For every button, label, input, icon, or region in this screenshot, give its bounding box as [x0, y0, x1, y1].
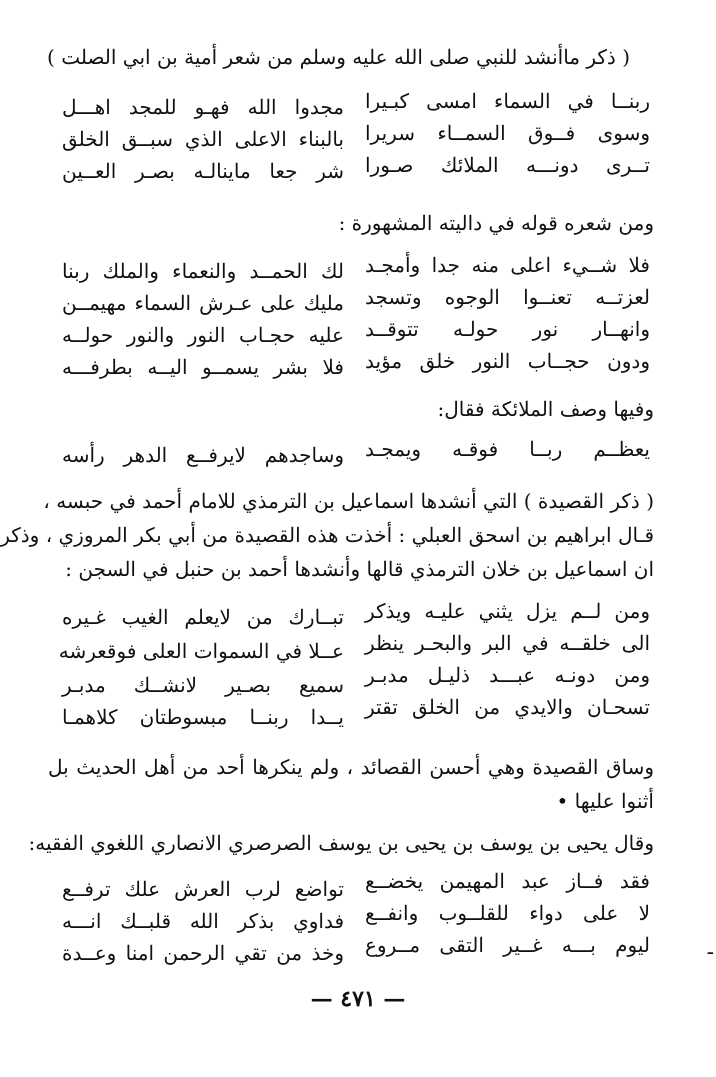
- verse-2-1-first: لك الحمــد والنعماء والملك ربنا: [62, 259, 344, 283]
- verse-4-1-second: ومن لــم يزل يثني عليـه ويذكر: [365, 599, 650, 623]
- prose-qasida-line-3: ان اسماعيل بن خلان الترمذي قالها وأنشدها أحمد بن حنبل في السجن :: [65, 557, 654, 581]
- verse-4-3-first: سميع بصـير لانشــك مدبـر: [62, 673, 344, 697]
- verse-2-1-second: فلا شــيء اعلى منه جدا وأمجـد: [365, 253, 650, 277]
- margin-mark: -: [706, 940, 714, 965]
- verse-5-1-first: تواضع لرب العرش علك ترفــع: [62, 877, 344, 901]
- verse-1-3-second: تــرى دونـــه الملائك صـورا: [365, 153, 650, 177]
- verse-4-4-first: يــدا ربنــا مبسوطتان كلاهمـا: [62, 705, 344, 729]
- verse-2-3-second: وانهــار نور حولـه تتوقــد: [365, 317, 650, 341]
- verse-4-4-second: تسحـان والايدي من الخلق تقتر: [365, 695, 650, 719]
- verse-1-3-first: شر جعا ماينالـه بصـر العــين: [62, 159, 344, 183]
- section-heading-umayya: ( ذكر ماأنشد للنبي صلى الله عليه وسلم من شعر أمية بن ابي الصلت ): [47, 45, 630, 69]
- verse-3-1-second: يعظــم ربــا فوقـه ويمجـد: [365, 437, 650, 461]
- intro-angels: وفيها وصف الملائكة فقال:: [437, 397, 654, 421]
- verse-1-2-first: بالبناء الاعلى الذي سبــق الخلق: [62, 127, 344, 151]
- intro-daliyya: ومن شعره قوله في داليته المشهورة :: [338, 211, 654, 235]
- verse-3-1-first: وساجدهم لايرفــع الدهر رأسه: [62, 443, 344, 467]
- verse-2-4-first: فلا بشر يسمــو اليــه بطرفـــه: [62, 355, 344, 379]
- verse-1-1-first: مجدوا الله فهـو للمجد اهـــل: [62, 95, 344, 119]
- prose-qasida-line-1: ( ذكر القصيدة ) التي أنشدها اسماعيل بن الترمذي للامام أحمد في حبسه ،: [43, 489, 654, 513]
- prose-comment-line-2: أثنوا عليها •: [556, 789, 654, 813]
- prose-qasida-line-2: قـال ابراهيم بن اسحق العبلي : أخذت هذه القصيدة من أبي بكر المروزي ، وذكر: [0, 523, 654, 547]
- verse-4-2-first: عــلا في السموات العلى فوقعرشه: [58, 639, 344, 663]
- verse-2-2-second: لعزتــه تعنــوا الوجوه وتسجد: [365, 285, 650, 309]
- verse-4-3-second: ومن دونـه عبـــد ذليـل مدبـر: [365, 663, 650, 687]
- verse-1-2-second: وسوى فــوق السمــاء سريرا: [365, 121, 650, 145]
- verse-4-2-second: الى خلقــه في البر والبحـر ينظر: [365, 631, 650, 655]
- verse-2-4-second: ودون حجــاب النور خلق مؤيد: [365, 349, 650, 373]
- verse-5-3-second: ليوم بـــه غــير التقى مــروع: [365, 933, 650, 957]
- verse-5-2-first: فداوي بذكر الله قلبــك انـــه: [62, 909, 344, 933]
- intro-sarsari: وقال يحيى بن يوسف بن يحيى بن يوسف الصرصري الانصاري اللغوي الفقيه:: [28, 831, 654, 855]
- verse-1-1-second: ربنــا في السماء امسى كبـيرا: [365, 89, 650, 113]
- prose-comment-line-1: وساق القصيدة وهي أحسن القصائد ، ولم ينكرها أحد من أهل الحديث بل: [48, 755, 654, 779]
- verse-5-1-second: فقد فــاز عبد المهيمن يخضــع: [365, 869, 650, 893]
- verse-5-2-second: لا على دواء للقلــوب وانفــع: [365, 901, 650, 925]
- verse-2-2-first: مليك على عـرش السماء مهيمــن: [62, 291, 344, 315]
- verse-5-3-first: وخذ من تقي الرحمن امنا وعــدة: [62, 941, 344, 965]
- page-number: — ٤٧١ —: [310, 986, 406, 1012]
- verse-2-3-first: عليه حجـاب النور والنور حولــه: [62, 323, 344, 347]
- verse-4-1-first: تبــارك من لايعلم الغيب غـيره: [62, 605, 344, 629]
